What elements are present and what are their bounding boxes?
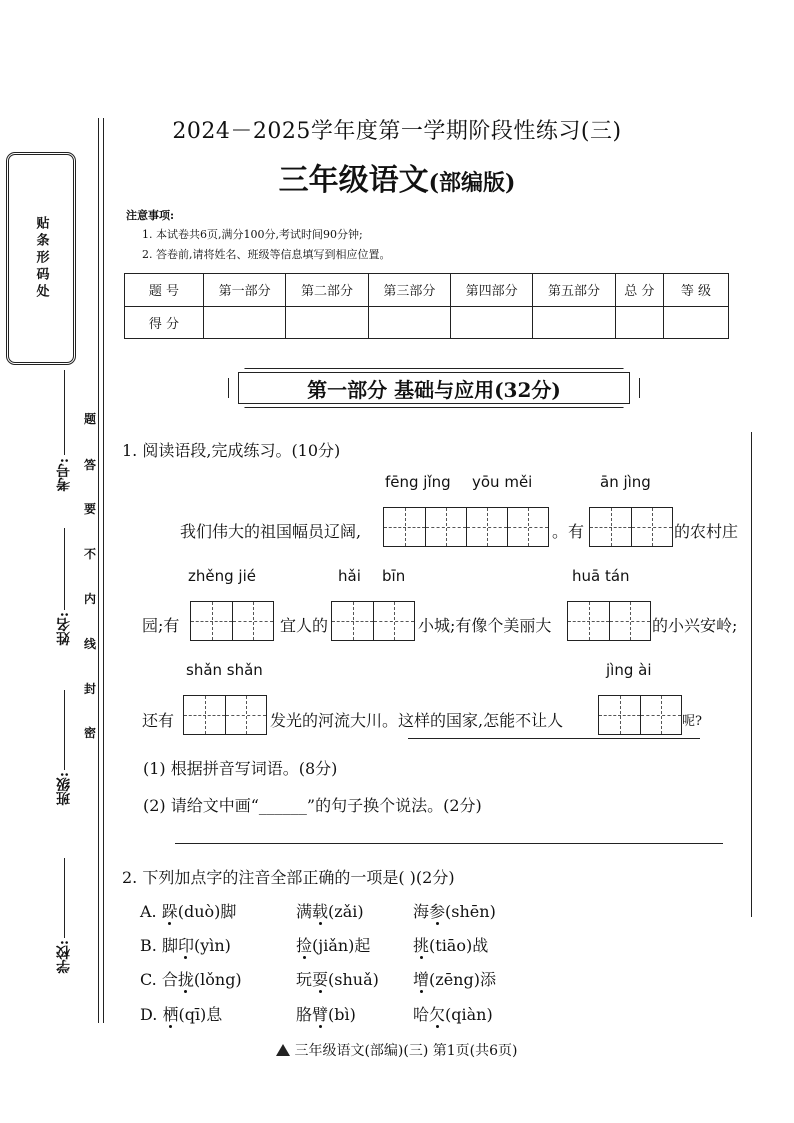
plain-char: 满: [296, 902, 313, 921]
plain-char: 哈: [413, 1005, 430, 1024]
passage-text: 。有: [552, 522, 585, 541]
pinyin-note: (zēng)添: [429, 970, 496, 989]
notes-heading: 注意事项:: [126, 209, 175, 222]
passage-text: 还有: [142, 711, 175, 730]
plain-char: 脚: [161, 936, 178, 955]
option-b-item2: [296, 933, 370, 956]
answer-grid-shanshan[interactable]: [183, 695, 267, 735]
dotted-char: 臂: [312, 1005, 329, 1024]
dotted-char: 捡: [296, 936, 313, 955]
option-a-item2: [296, 899, 364, 922]
plain-char: 胳: [296, 1005, 313, 1024]
grid-cell[interactable]: [609, 602, 650, 640]
grid-cell[interactable]: [384, 508, 425, 546]
seal-char: 封: [84, 682, 97, 696]
grid-cell[interactable]: [568, 602, 609, 640]
option-letter: B.: [140, 936, 157, 955]
edition-label: (部编版): [428, 170, 516, 196]
passage-text: 园;有: [142, 616, 180, 635]
pinyin: shǎn shǎn: [186, 661, 263, 679]
passage-text: 发光的河流大川。这样的国家,怎能不让人: [270, 711, 564, 730]
dotted-char: 欠: [429, 1005, 446, 1024]
note-item: 1. 本试卷共6页,满分100分,考试时间90分钟;: [142, 228, 363, 241]
pinyin-note: (duò)脚: [177, 902, 237, 921]
passage-text: 的农村庄: [674, 522, 739, 541]
score-table: [124, 273, 729, 339]
logo-triangle-icon: [276, 1044, 290, 1056]
name-label: 姓名:: [56, 612, 72, 646]
answer-grid-huatan[interactable]: [567, 601, 651, 641]
binding-line-outer: [103, 118, 104, 1023]
grid-cell[interactable]: [332, 602, 373, 640]
pinyin: zhěng jié: [188, 567, 256, 585]
footer-text: 三年级语文(部编)(三) 第1页(共6页): [294, 1043, 518, 1059]
dotted-char: 参: [429, 902, 446, 921]
subject-title: [0, 155, 794, 199]
plain-char: 玩: [296, 970, 313, 989]
dotted-char: 拢: [177, 970, 194, 989]
grid-cell[interactable]: [191, 602, 232, 640]
grid-cell[interactable]: [184, 696, 225, 734]
option-a[interactable]: [140, 899, 236, 922]
dotted-char: 栖: [162, 1005, 179, 1024]
pinyin-note: (shēn): [445, 902, 496, 921]
answer-grid-jingai[interactable]: [598, 695, 682, 735]
score-header-cell: 第一部分: [204, 274, 286, 307]
answer-grid-haibin[interactable]: [331, 601, 415, 641]
pinyin: jìng ài: [606, 661, 652, 679]
score-row-label: 得 分: [125, 306, 204, 339]
dotted-char: 印: [177, 936, 194, 955]
option-a-item3: [413, 899, 496, 922]
note-item: 2. 答卷前,请将姓名、班级等信息填写到相应位置。: [142, 248, 391, 261]
score-table-header-row: [125, 274, 729, 307]
answer-grid-anjing[interactable]: [589, 507, 673, 547]
class-label: 班级:: [56, 772, 72, 806]
section-banner: [228, 368, 640, 408]
seal-char: 内: [84, 592, 97, 606]
name-field[interactable]: [64, 528, 65, 610]
dotted-char: 跺: [161, 902, 178, 921]
score-cell[interactable]: [450, 306, 532, 339]
pinyin-note: (lǒng): [193, 970, 242, 989]
exam-no-field[interactable]: [64, 370, 65, 455]
pinyin: yōu měi: [472, 473, 533, 491]
plain-char: 合: [161, 970, 178, 989]
score-header-cell: 第四部分: [450, 274, 532, 307]
dotted-char: 耍: [312, 970, 329, 989]
school-label: 学校:: [56, 940, 72, 974]
exam-no-label: 考号:: [56, 458, 72, 492]
page-footer: [0, 1040, 794, 1060]
pinyin: bīn: [382, 567, 406, 585]
score-cell[interactable]: [664, 306, 729, 339]
subject-name: 三年级语文: [278, 163, 429, 198]
section-title: 第一部分 基础与应用(32分): [238, 372, 630, 404]
barcode-label: 贴条形码处: [33, 216, 49, 301]
option-c[interactable]: [140, 967, 242, 990]
score-header-cell: 题 号: [125, 274, 204, 307]
score-cell[interactable]: [533, 306, 615, 339]
class-field[interactable]: [64, 690, 65, 770]
exam-title: 2024－2025学年度第一学期阶段性练习(三): [172, 119, 622, 144]
seal-char: 线: [84, 637, 97, 651]
passage-text: 宜人的: [280, 616, 329, 635]
grid-cell[interactable]: [425, 508, 466, 546]
pinyin: ān jìng: [600, 473, 651, 491]
passage-text: 呢?: [682, 714, 702, 729]
grid-cell[interactable]: [640, 696, 681, 734]
passage-text: 的小兴安岭;: [652, 616, 738, 635]
answer-grid-zhengjie[interactable]: [190, 601, 274, 641]
pinyin-note: (qī)息: [178, 1005, 223, 1024]
score-header-cell: 第五部分: [533, 274, 615, 307]
score-cell[interactable]: [615, 306, 663, 339]
dotted-char: 增: [413, 970, 430, 989]
grid-cell[interactable]: [631, 508, 672, 546]
pinyin-note: (zǎi): [328, 902, 364, 921]
binding-line-inner: [98, 118, 99, 1023]
score-header-cell: 等 级: [664, 274, 729, 307]
grid-cell[interactable]: [225, 696, 266, 734]
school-field[interactable]: [64, 858, 65, 938]
passage-text: 我们伟大的祖国幅员辽阔,: [180, 522, 362, 541]
dotted-char: 挑: [413, 936, 430, 955]
score-cell[interactable]: [204, 306, 286, 339]
q1-sub2: (2) 请给文中画“______”的句子换个说法。(2分): [143, 796, 482, 815]
option-b-item3: [413, 933, 488, 956]
grid-cell[interactable]: [232, 602, 273, 640]
option-c-item2: [296, 967, 379, 990]
seal-char: 答: [84, 458, 97, 472]
seal-char: 题: [84, 412, 97, 426]
option-c-item3: [413, 967, 496, 990]
pinyin-note: (yìn): [193, 936, 231, 955]
right-margin-line: [751, 432, 752, 917]
score-header-cell: 第二部分: [286, 274, 368, 307]
score-table-score-row: [125, 306, 729, 339]
pinyin-note: (shuǎ): [328, 970, 379, 989]
pinyin-note: (jiǎn)起: [312, 936, 371, 955]
option-letter: C.: [140, 970, 157, 989]
grid-cell[interactable]: [373, 602, 414, 640]
pinyin-note: (qiàn): [445, 1005, 493, 1024]
seal-char: 密: [84, 726, 97, 740]
q1-sub1: (1) 根据拼音写词语。(8分): [143, 759, 338, 778]
pinyin-note: (bì): [328, 1005, 356, 1024]
score-cell[interactable]: [368, 306, 450, 339]
grid-cell[interactable]: [590, 508, 631, 546]
option-d-item2: [296, 1002, 356, 1025]
pinyin: fēng jǐng: [385, 473, 451, 491]
option-letter: D.: [140, 1005, 158, 1024]
plain-char: 海: [413, 902, 430, 921]
pinyin: huā tán: [572, 567, 630, 585]
pinyin: hǎi: [338, 567, 361, 585]
grid-cell[interactable]: [507, 508, 548, 546]
grid-cell[interactable]: [599, 696, 640, 734]
passage-text: 小城;有像个美丽大: [418, 616, 552, 635]
underline-sentence: [408, 738, 700, 739]
answer-line[interactable]: [175, 843, 723, 844]
dotted-char: 载: [312, 902, 329, 921]
score-header-cell: 总 分: [615, 274, 663, 307]
score-cell[interactable]: [286, 306, 368, 339]
option-letter: A.: [140, 902, 157, 921]
option-b[interactable]: [140, 933, 231, 956]
q2-stem: 2. 下列加点字的注音全部正确的一项是( )(2分): [122, 868, 455, 887]
answer-grid-fengjingyoumei[interactable]: [383, 507, 549, 547]
score-header-cell: 第三部分: [368, 274, 450, 307]
pinyin-note: (tiāo)战: [429, 936, 489, 955]
q1-stem: 1. 阅读语段,完成练习。(10分): [122, 441, 341, 460]
grid-cell[interactable]: [466, 508, 507, 546]
seal-char: 不: [84, 547, 97, 561]
option-d-item3: [413, 1002, 493, 1025]
seal-char: 要: [84, 502, 97, 516]
option-d[interactable]: [140, 1002, 222, 1025]
